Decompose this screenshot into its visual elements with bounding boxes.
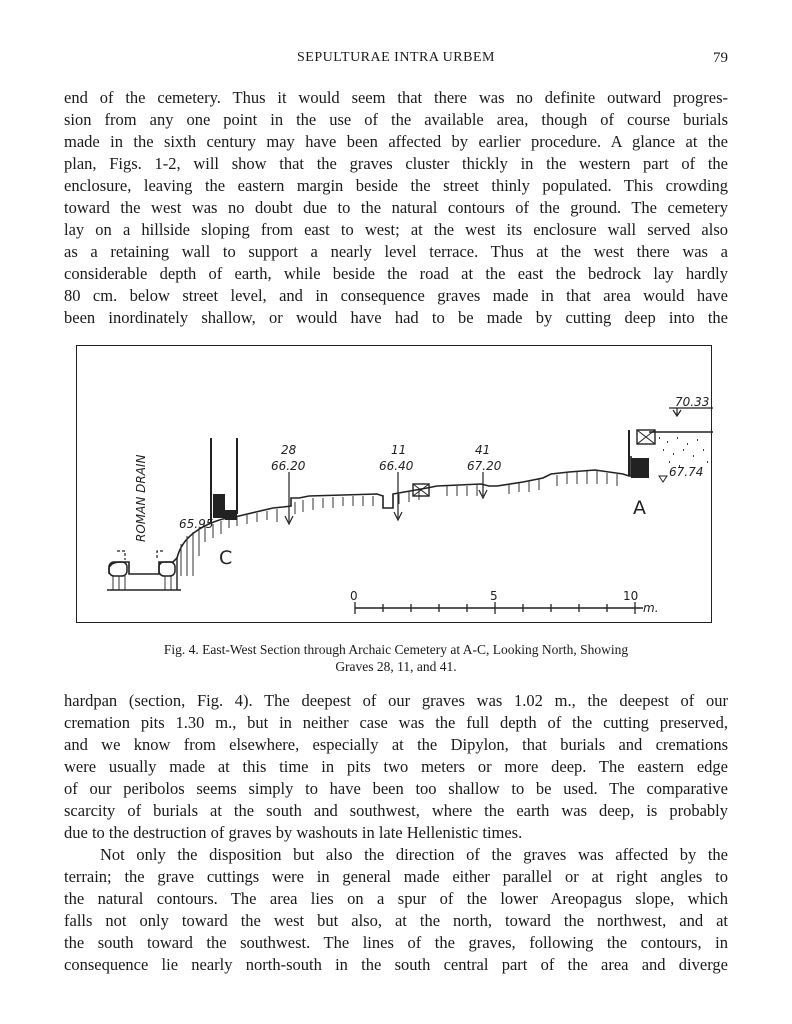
elevation-a: 67.74	[669, 465, 704, 479]
section-drawing	[77, 346, 713, 624]
grave-11-elevation: 66.40	[379, 459, 414, 473]
text-line: falls not only toward the west but also, at the north, toward the northwest, and at	[64, 911, 728, 930]
point-c-label: C	[219, 547, 233, 569]
drain-stone	[159, 562, 175, 576]
running-head	[64, 50, 728, 70]
elevation-c: 65.95	[179, 517, 214, 531]
text-line: end of the cemetery. Thus it would seem that there was no definite outward progres-	[64, 88, 728, 107]
text-line: were usually made at this time in pits two meters or more deep. The eastern edge	[64, 757, 728, 776]
caption-line: Fig. 4. East-West Section through Archaic Cemetery at A-C, Looking North, Showing	[163, 642, 629, 657]
text-line: toward the west was no doubt due to the natural contours of the ground. The cemetery	[64, 198, 728, 217]
text-line: sion from any one point in the use of the available area, though of course burials	[64, 110, 728, 129]
grave-28-number: 28	[281, 443, 297, 457]
grave-28-elevation: 66.20	[271, 459, 306, 473]
text-line: and we know from elsewhere, especially at the Dipylon, that burials and cremations	[64, 735, 728, 754]
section-figure	[76, 345, 712, 623]
text-line: the south toward the southwest. The lines of the graves, following the contours, in	[64, 933, 728, 952]
page-number: 79	[713, 50, 728, 66]
running-title: SEPULTURAE INTRA URBEM	[297, 50, 495, 65]
scale-label-10: 10	[623, 589, 639, 603]
text-line: the natural contours. The area lies on a spur of the lower Areopagus slope, which	[64, 889, 728, 908]
text-line: due to the destruction of graves by washouts in late Hellenistic times.	[64, 823, 523, 842]
figure-caption	[70, 641, 722, 675]
grave-41-number: 41	[475, 443, 491, 457]
scale-label-5: 5	[490, 589, 498, 603]
text-line: enclosure, leaving the eastern margin beside the street thinly populated. This crowding	[64, 176, 728, 195]
point-a-label: A	[633, 497, 646, 519]
text-line: considerable depth of earth, while beside the road at the east the bedrock lay hardly	[64, 264, 728, 283]
text-line: as a retaining wall to support a nearly level terrace. Thus at the west there was a	[64, 242, 728, 261]
text-line: consequence lie nearly north-south in the south central part of the area and diverge	[64, 955, 728, 974]
scale-unit: m.	[643, 601, 659, 615]
text-line: been inordinately shallow, or would have had to be made by cutting deep into the	[64, 308, 728, 327]
text-line: cremation pits 1.30 m., but in neither case was the full depth of the cutting preserved,	[64, 713, 728, 732]
scale-label-0: 0	[350, 589, 358, 603]
elevation-top: 70.33	[675, 395, 710, 409]
text-line: made in the sixth century may have been affected by earlier procedure. A glance at the	[64, 132, 728, 151]
text-line: Not only the disposition but also the direction of the graves was affected by the	[100, 845, 728, 864]
wall-c-blocks	[213, 494, 225, 518]
text-line: of our peribolos seems simply to have been too shallow to be used. The comparative	[64, 779, 728, 798]
text-line: lay on a hillside sloping from east to west; at the west its enclosure wall served also	[64, 220, 728, 239]
fill-dots	[659, 438, 708, 466]
text-line: terrain; the grave cuttings were in general made either parallel or at right angles to	[64, 867, 728, 886]
drain-label: ROMAN DRAIN	[134, 454, 148, 542]
grave-41-elevation: 67.20	[467, 459, 502, 473]
elevation-marker	[669, 408, 713, 416]
caption-line: Graves 28, 11, and 41.	[335, 659, 457, 674]
paragraph-2	[64, 690, 728, 844]
text-line: plan, Figs. 1-2, will show that the graves cluster thickly in the western part of the	[64, 154, 728, 173]
wall-a-blocks	[631, 458, 649, 478]
text-line: hardpan (section, Fig. 4). The deepest of our graves was 1.02 m., the deepest of our	[64, 691, 728, 710]
grave-11-number: 11	[391, 443, 407, 457]
paragraph-3	[64, 844, 728, 976]
paragraph-1	[64, 87, 728, 329]
text-line: 80 cm. below street level, and in consequence graves made in that area would have	[64, 286, 728, 305]
text-line: scarcity of burials at the south and southwest, where the earth was deep, is probably	[64, 801, 728, 820]
